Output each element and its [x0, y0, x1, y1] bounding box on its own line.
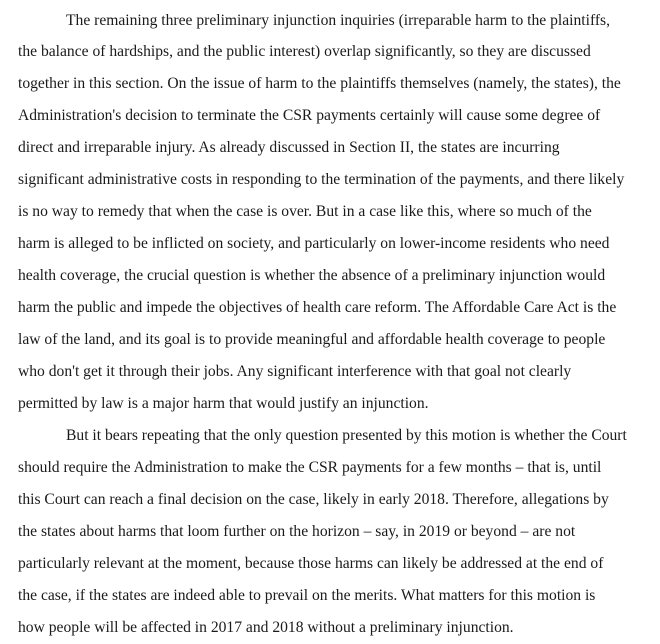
text-line: who don't get it through their jobs. Any significant interference with that goal not clearly	[18, 363, 572, 380]
text-line: harm the public and impede the objectives of health care reform. The Affordable Care Act is the	[18, 299, 617, 316]
text-line: But it bears repeating that the only question presented by this motion is whether the Court	[66, 427, 627, 444]
text-line: the balance of hardships, and the public interest) overlap significantly, so they are discussed	[18, 43, 591, 60]
text-line: permitted by law is a major harm that would justify an injunction.	[18, 395, 429, 412]
text-line: how people will be affected in 2017 and 2018 without a preliminary injunction.	[18, 619, 514, 636]
text-line: The remaining three preliminary injunction inquiries (irreparable harm to the plaintiffs,	[66, 12, 611, 29]
text-line: particularly relevant at the moment, because those harms can likely be addressed at the end of	[18, 555, 604, 572]
text-line: together in this section. On the issue of harm to the plaintiffs themselves (namely, the states), the	[18, 75, 621, 92]
text-line: should require the Administration to make the CSR payments for a few months – that is, until	[18, 459, 602, 476]
text-line: is no way to remedy that when the case is over. But in a case like this, where so much of the	[18, 203, 592, 220]
text-line: Administration's decision to terminate the CSR payments certainly will cause some degree of	[18, 107, 601, 124]
text-line: direct and irreparable injury. As already discussed in Section II, the states are incurring	[18, 139, 560, 156]
text-line: the case, if the states are indeed able to prevail on the merits. What matters for this motion is	[18, 587, 596, 604]
text-line: this Court can reach a final decision on the case, likely in early 2018. Therefore, allegations by	[18, 491, 609, 508]
text-line: the states about harms that loom further on the horizon – say, in 2019 or beyond – are not	[18, 523, 576, 540]
text-line: significant administrative costs in responding to the termination of the payments, and there likely	[18, 171, 625, 188]
text-line: health coverage, the crucial question is whether the absence of a preliminary injunction would	[18, 267, 606, 284]
text-line: harm is alleged to be inflicted on society, and particularly on lower-income residents who need	[18, 235, 610, 252]
text-line: law of the land, and its goal is to provide meaningful and affordable health coverage to people	[18, 331, 606, 348]
